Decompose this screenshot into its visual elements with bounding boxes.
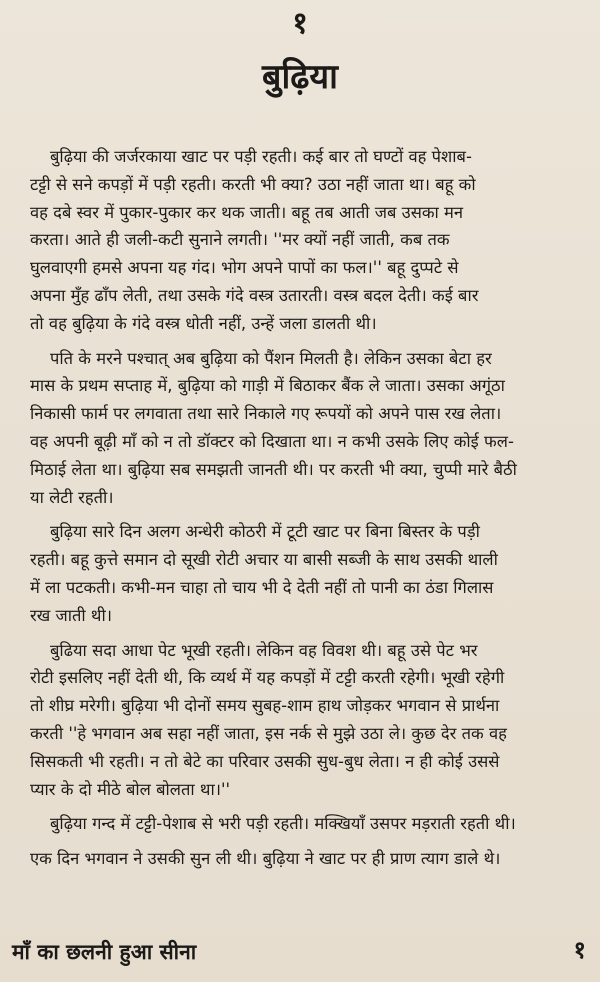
paragraph [30,810,590,838]
text-line: करती ''हे भगवान अब सहा नहीं जाता, इस नर्क से मुझे उठा ले। कुछ देर तक वह [30,723,507,743]
text-line: करता। आते ही जली-कटी सुनाने लगती। ''मर क्यों नहीं जाती, कब तक [30,230,450,250]
text-line: मिठाई लेता था। बुढ़िया सब समझती जानती थी। पर करती भी क्या, चुप्पी मारे बैठी [30,459,517,479]
text-line: निकासी फार्म पर लगवाता तथा सारे निकाले गए रूपयों को अपने पास रख लेता। [30,404,502,424]
paragraph [30,845,590,873]
text-line: रख जाती थी। [30,605,113,625]
paragraph [30,637,590,804]
text-line: प्यार के दो मीठे बोल बोलता था।'' [30,779,231,799]
text-line: बुढ़िया की जर्जरकाया खाट पर पड़ी रहती। कई बार तो घण्टों वह पेशाब- [50,147,472,166]
footer-page-number: १ [573,936,586,964]
text-line: बुढिया सदा आधा पेट भूखी रहती। लेकिन वह विवश थी। बहू उसे पेट भर [50,640,478,660]
chapter-title: बुढ़िया [262,57,338,97]
text-line: वह दबे स्वर में पुकार-पुकार कर थक जाती। बहू तब आती जब उसका मन [30,202,464,222]
text-line: अपना मुँह ढाँप लेती, तथा उसके गंदे वस्त्र उतारती। वस्त्र बदल देती। कई बार [30,285,479,305]
text-line: मास के प्रथम सप्ताह में, बुढ़िया को गाड़ी में बिठाकर बैंक ले जाता। उसका अगूंठा [30,376,505,396]
paragraph [30,518,590,629]
text-line: एक दिन भगवान ने उसकी सुन ली थी। बुढ़िया ने खाट पर ही प्राण त्याग डाले थे। [30,849,501,869]
text-line: बुढ़िया गन्द में टट्टी-पेशाब से भरी पड़ी रहती। मक्खियाँ उसपर मड़राती रहती थी। [50,814,516,834]
text-line: पति के मरने पश्चात् अब बुढ़िया को पैंशन मिलती है। लेकिन उसका बेटा हर [50,348,492,368]
text-line: बुढ़िया सारे दिन अलग अन्धेरी कोठरी में टूटी खाट पर बिना बिस्तर के पड़ी [50,522,480,542]
chapter-number: १ [292,6,308,41]
text-line: में ला पटकती। कभी-मन चाहा तो चाय भी दे देती नहीं तो पानी का ठंडा गिलास [30,577,494,597]
text-line: तो वह बुढ़िया के गंदे वस्त्र धोती नहीं, उन्हें जला डालती थी। [30,313,377,333]
paragraph [30,345,590,512]
text-line: टट्टी से सने कपड़ों में पड़ी रहती। करती भी क्या? उठा नहीं जाता था। बहू को [30,174,476,194]
paragraph [30,143,590,338]
text-line: रोटी इसलिए नहीं देती थी, कि व्यर्थ में यह कपड़ों में टट्टी करती रहेगी। भूखी रहेगी [30,668,505,688]
text-line: या लेटी रहती। [30,487,114,507]
text-line: तो शीघ्र मरेगी। बुढ़िया भी दोनों समय सुबह-शाम हाथ जोड़कर भगवान से प्रार्थना [30,696,500,716]
text-line: घुलवाएगी हमसे अपना यह गंद। भोग अपने पापों का फल।'' बहू दुप्पटे से [30,258,459,278]
text-line: सिसकती भी रहती। न तो बेटे का परिवार उसकी सुध-बुध लेता। न ही कोई उससे [30,751,500,771]
chapter-body [30,143,590,873]
text-line: वह अपनी बूढ़ी माँ को न तो डॉक्टर को दिखाता था। न कभी उसके लिए कोई फल- [30,431,514,451]
text-line: रहती। बहू कुत्ते समान दो सूखी रोटी अचार या बासी सब्जी के साथ उसकी थाली [30,550,498,570]
footer-book-title: माँ का छलनी हुआ सीना [12,940,197,964]
